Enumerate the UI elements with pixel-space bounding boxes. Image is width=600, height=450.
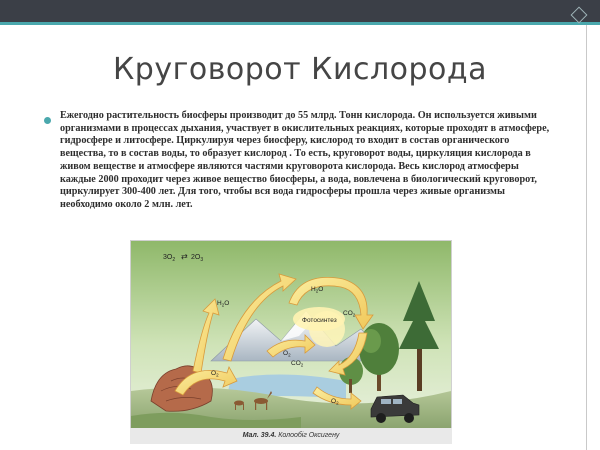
photosynthesis-label: Фотосинтез (302, 317, 337, 324)
slide-title: Круговорот Кислорода (113, 52, 487, 87)
slide-right-rule (586, 25, 587, 450)
o2-label-center: $O_2$ (283, 350, 291, 358)
slide-top-bar (0, 0, 600, 25)
body-paragraph: Ежегодно растительность биосферы производит до 55 млрд. Тонн кислорода. Он используется живыми организмами в процессах дыхания, участвует в окислительных реакциях, которые проходят в атмосфере, гидросфере и литосфере. Циркулируя через биосферу, кислород то входит в состав органического вещества, то в состав воды, то образует кислород . То есть, круговорот воды, циркуляция кислорода в живом веществе и атмосфере являются частями круговорота кислорода. Весь кислород атмосферы каждые 2000 проходит через живое вещество биосферы, а вода, вовлечена в биологический круговорот, циркулирует 300-400 лет. Для того, чтобы вся вода гидросферы прошла через живые организмы необходимо около 2 млн. лет. (60, 110, 550, 210)
co2-label-bottom: $CO_2$ (291, 360, 304, 368)
svg-text:3O2: $3O_2$ (163, 254, 176, 263)
bullet-icon (44, 117, 51, 124)
caption-prefix: Мал. 39.4. (242, 432, 277, 439)
svg-text:2O3: $2O_3$ (191, 254, 204, 263)
h2o-label-left: $H_2O$ (217, 300, 230, 308)
h2o-label-top: $H_2O$ (311, 286, 324, 294)
oxygen-cycle-illustration (130, 240, 452, 430)
caption-text: Колообіг Оксигену (278, 432, 340, 439)
diamond-icon (571, 7, 588, 24)
figure-caption (130, 428, 452, 444)
svg-text:⇄: ⇄ (181, 252, 188, 261)
illustration-canvas (131, 241, 451, 429)
co2-label-right: $CO_2$ (343, 310, 356, 318)
o2-label-left: $O_2$ (211, 370, 219, 378)
o2-label-bottom: $O_2$ (331, 398, 339, 406)
